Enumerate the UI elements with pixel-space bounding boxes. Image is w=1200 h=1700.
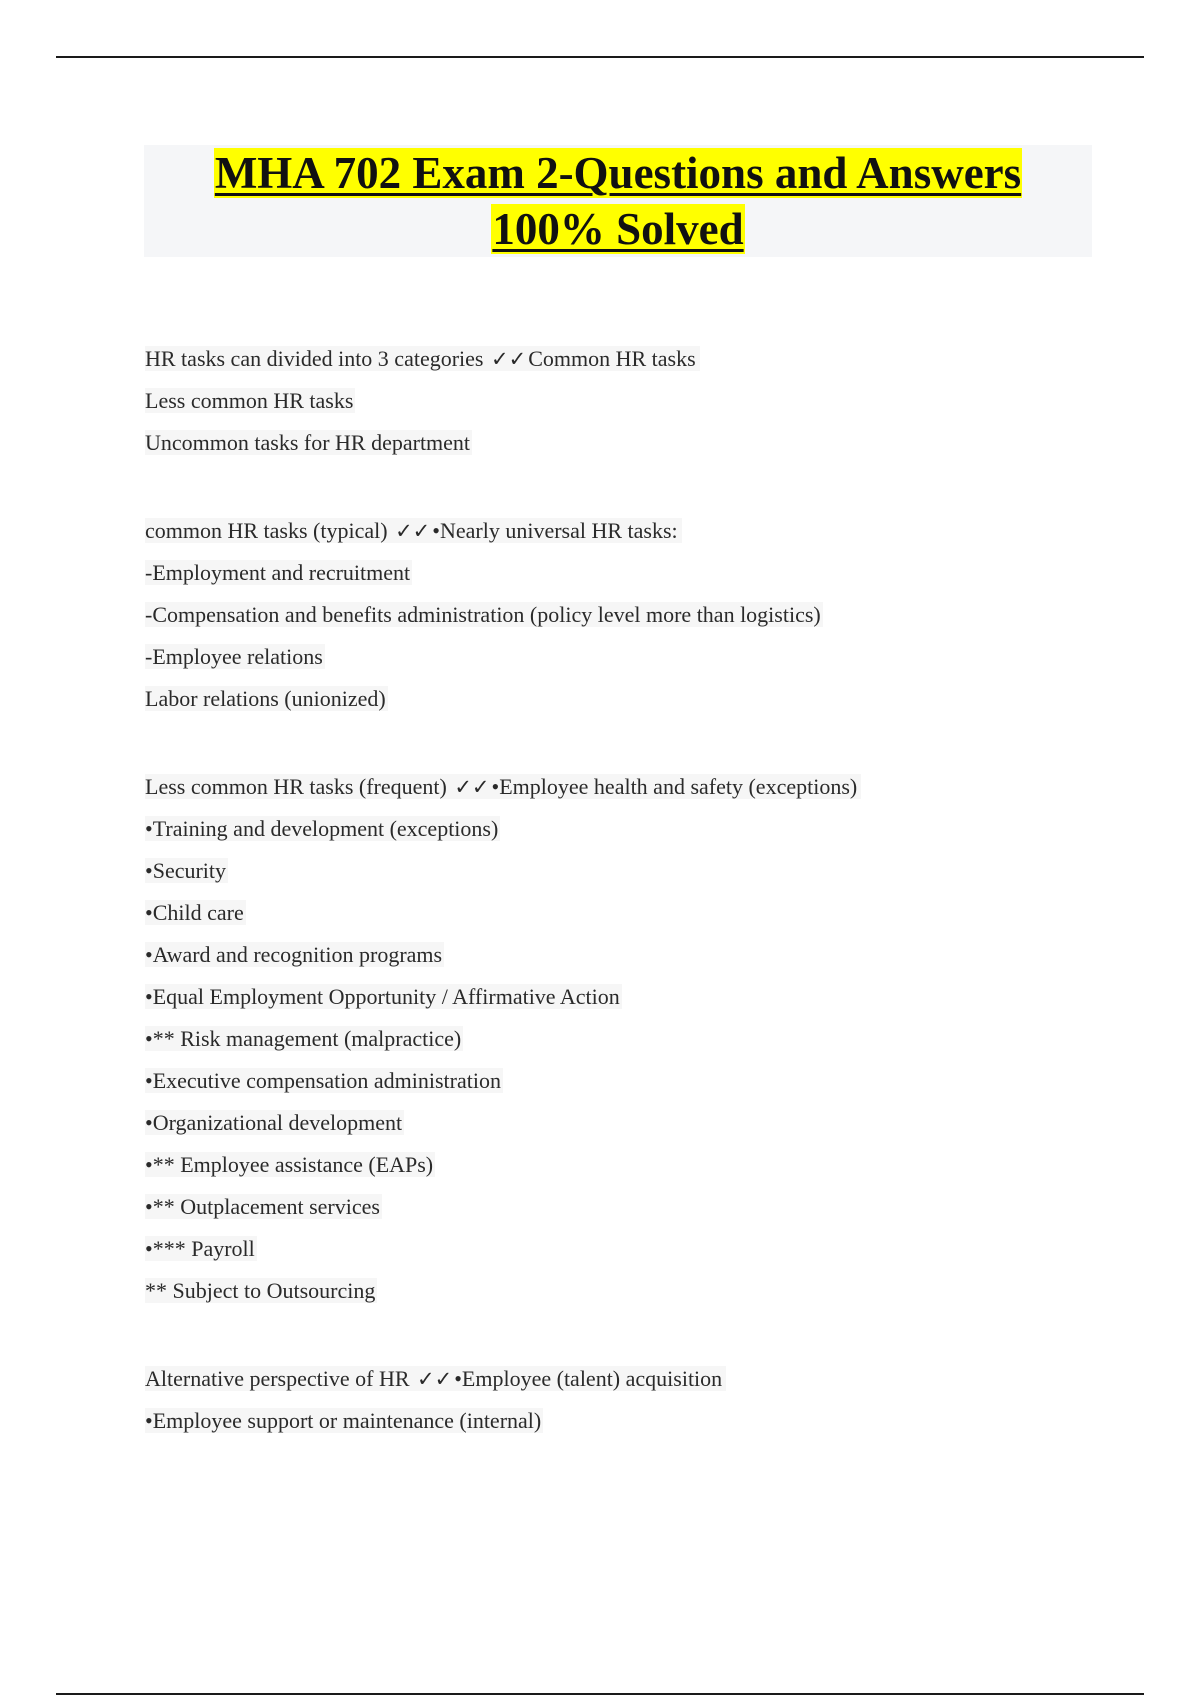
title-line-2: 100% Solved <box>492 204 744 254</box>
answer-line: Less common HR tasks <box>145 388 354 413</box>
footer-rule <box>56 1693 1144 1695</box>
question-line: Alternative perspective of HR ✓✓•Employee (talent) acquisition <box>145 1358 1145 1400</box>
answer-line: Labor relations (unionized) <box>145 686 386 711</box>
document-body <box>145 338 1145 1442</box>
checkmark-icon: ✓✓ <box>395 519 431 543</box>
question-line: common HR tasks (typical) ✓✓•Nearly universal HR tasks: <box>145 510 1145 552</box>
answer-line: -Employee relations <box>145 644 323 669</box>
answer-line: •Training and development (exceptions) <box>145 816 499 841</box>
answer-line: ** Subject to Outsourcing <box>145 1278 376 1303</box>
answer-line: •Employee support or maintenance (internal) <box>145 1408 542 1433</box>
checkmark-icon: ✓✓ <box>490 347 527 371</box>
checkmark-icon: ✓✓ <box>417 1367 453 1391</box>
answer-line: •** Risk management (malpractice) <box>145 1026 462 1051</box>
title-line-1: MHA 702 Exam 2-Questions and Answers <box>214 148 1022 198</box>
answer-line: •** Employee assistance (EAPs) <box>145 1152 434 1177</box>
answer-line: •** Outplacement services <box>145 1194 380 1219</box>
question-line: HR tasks can divided into 3 categories ✓✓Common HR tasks <box>145 338 1145 380</box>
answer-line: •Award and recognition programs <box>145 942 443 967</box>
answer-line: •Child care <box>145 900 244 925</box>
answer-line: •Executive compensation administration <box>145 1068 501 1093</box>
answer-line: Uncommon tasks for HR department <box>145 430 471 455</box>
answer-line: -Compensation and benefits administration (policy level more than logistics) <box>145 602 821 627</box>
document-title <box>144 145 1092 257</box>
answer-line: •Organizational development <box>145 1110 403 1135</box>
answer-line: •Security <box>145 858 227 883</box>
answer-line: •Equal Employment Opportunity / Affirmative Action <box>145 984 620 1009</box>
answer-line: •*** Payroll <box>145 1236 255 1261</box>
header-rule <box>56 56 1144 58</box>
checkmark-icon: ✓✓ <box>454 775 490 799</box>
question-line: Less common HR tasks (frequent) ✓✓•Employee health and safety (exceptions) <box>145 766 1145 808</box>
answer-line: -Employment and recruitment <box>145 560 411 585</box>
